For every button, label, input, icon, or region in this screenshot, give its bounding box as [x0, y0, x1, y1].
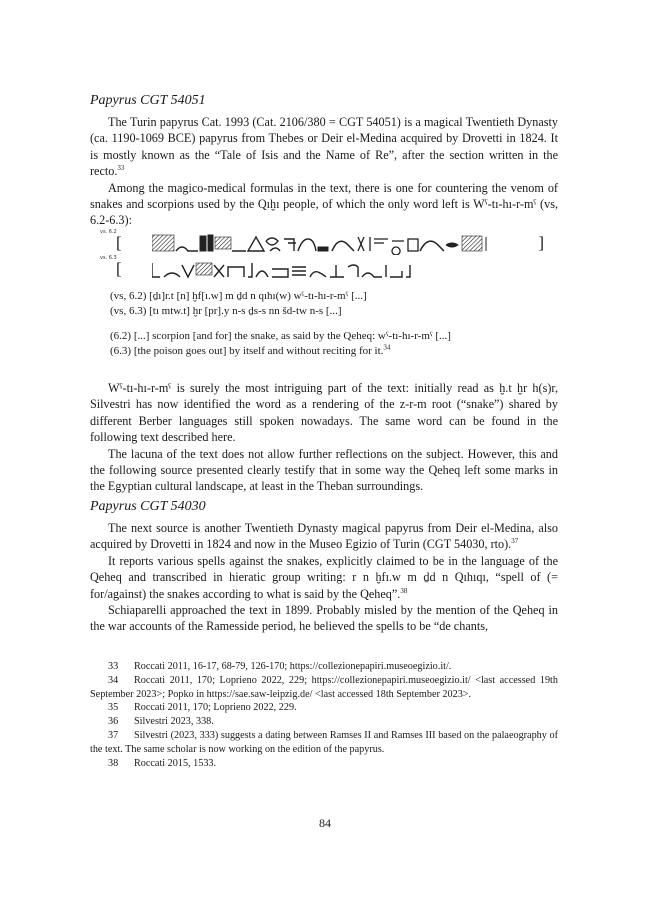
hieroglyphic-text [100, 229, 550, 285]
paragraph-text: The Turin papyrus Cat. 1993 (Cat. 2106/380 = CGT 54051) is a magical Twentieth Dynasty (ca. 1190-1069 BCE) papyrus from Thebes or Deir el-Medina acquired by Drovetti in 1824. It is mostly known as the “Tale of Isis and the Name of Re”, after the section written in the recto. [90, 115, 558, 179]
transliteration-line: (vs, 6.2) [ḏı]r.t [n] ḫf[ı.w] m ḏd n qıhı(w) wˁ-tı-hı-r-mˁ [...] [110, 290, 367, 302]
paragraph: The lacuna of the text does not allow further reflections on the subject. However, this and the following source presented clearly testify that in some way the Qeheq left some marks in the Egyptian cultural landscape, at least in the Theban surroundings. [90, 446, 558, 494]
paragraph [90, 520, 558, 553]
footnote-text: Roccati 2011, 170; Loprieno 2022, 229. [134, 702, 297, 714]
footnote-text: Roccati 2015, 1533. [134, 757, 217, 769]
footnote-number: 38 [108, 757, 119, 769]
lacuna-bracket: ] [538, 233, 544, 252]
translation-text: (6.3) [the poison goes out] by itself and without reciting for it. [110, 345, 384, 357]
section-heading: Papyrus CGT 54051 [90, 93, 206, 108]
footnote [90, 757, 558, 771]
paragraph-text: It reports various spells against the snakes, explicitly claimed to be in the language of the Qeheq and transcribed in hieratic group writing: r n ḫfı.w m ḏd n Qıhıqı, “spell of (= for/against) the snakes according to what is said by the Qeheq”. [90, 553, 558, 601]
paragraph-text: The next source is another Twentieth Dynasty magical papyrus from Deir el-Medina, also acquired by Drovetti in 1824 and now in the Museo Egizio of Turin (CGT 54030, rto). [90, 521, 558, 552]
paragraph: Among the magico-medical formulas in the text, there is one for countering the venom of snakes and scorpions used by the Qıḫı people, of which the only word left is Wˁ-tı-hı-r-mˁ (vs, 6.2-6.3): [90, 180, 558, 228]
transliteration-block [110, 289, 550, 359]
hieroglyph-signs-6-3 [152, 259, 492, 281]
line-number: vs. 6.3 [100, 255, 117, 261]
footnote-text: Silvestri (2023, 333) suggests a dating between Ramses II and Ramses III based on the palaeography of the text. The same scholar is now working on the edition of the papyrus. [90, 729, 558, 755]
translation-line: (6.2) [...] scorpion [and for] the snake, as said by the Qeheq: wˁ-tı-hı-r-mˁ [...] [110, 330, 451, 342]
paragraph [90, 553, 558, 602]
line-number: vs. 6.2 [100, 229, 117, 235]
hieroglyph-signs-6-2 [152, 233, 492, 255]
lacuna-bracket: [ [116, 259, 122, 278]
section-heading: Papyrus CGT 54030 [90, 499, 206, 514]
footnote-number: 35 [108, 702, 119, 714]
footnote-number: 36 [108, 716, 119, 728]
footnote [90, 701, 558, 715]
footnote-ref[interactable]: 37 [511, 537, 519, 546]
footnote-number: 34 [108, 674, 119, 686]
paragraph: Wˁ-tı-hı-r-mˁ is surely the most intriguing part of the text: initially read as ḫ.t ḫr h(s)r, Silvestri has now identified the word as a rendering of the z-r-m root (“snake”) shared by different Berber languages still spoken nowadays. The same word can be found in the following text described here. [90, 381, 558, 445]
translation-line [110, 344, 550, 359]
footnote-ref[interactable]: 33 [117, 164, 125, 173]
footnote-ref[interactable]: 38 [400, 586, 408, 595]
paragraph: Schiaparelli approached the text in 1899. Probably misled by the mention of the Qeheq in the war accounts of the Ramesside period, he believed the spells to be “de chants, [90, 603, 558, 634]
footnote-text: Roccati 2011, 170; Loprieno 2022, 229; https://collezionepapiri.museoegizio.it/ <last accessed 19th September 2023>; Popko in https://sae.saw-leipzig.de/ <last accessed 18th September 2023>. [90, 674, 558, 700]
footnote-text: Silvestri 2023, 338. [134, 716, 214, 728]
footnote [90, 674, 558, 702]
hieroglyph-line-6-3 [100, 255, 550, 281]
page-number: 84 [319, 816, 331, 830]
paragraph [90, 114, 558, 180]
footnotes [90, 660, 558, 770]
section-papyrus-54030 [90, 498, 558, 635]
footnote-number: 33 [108, 661, 119, 672]
section-papyrus-54051 [90, 92, 558, 229]
footnote [90, 715, 558, 729]
footnote-ref[interactable]: 34 [383, 343, 391, 352]
lacuna-bracket: [ [116, 233, 122, 252]
section-papyrus-54051-continued [90, 380, 558, 495]
transliteration-line: (vs, 6.3) [tı mtw.t] ḫr [pr].y n-s ḏs-s nn šd-tw n-s [...] [110, 305, 342, 317]
footnote-number: 37 [108, 729, 119, 741]
hieroglyph-line-6-2 [100, 229, 550, 255]
footnote [90, 729, 558, 757]
footnote-text: Roccati 2011, 16-17, 68-79, 126-170; https://collezionepapiri.museoegizio.it/. [134, 661, 452, 672]
footnote [90, 660, 558, 674]
